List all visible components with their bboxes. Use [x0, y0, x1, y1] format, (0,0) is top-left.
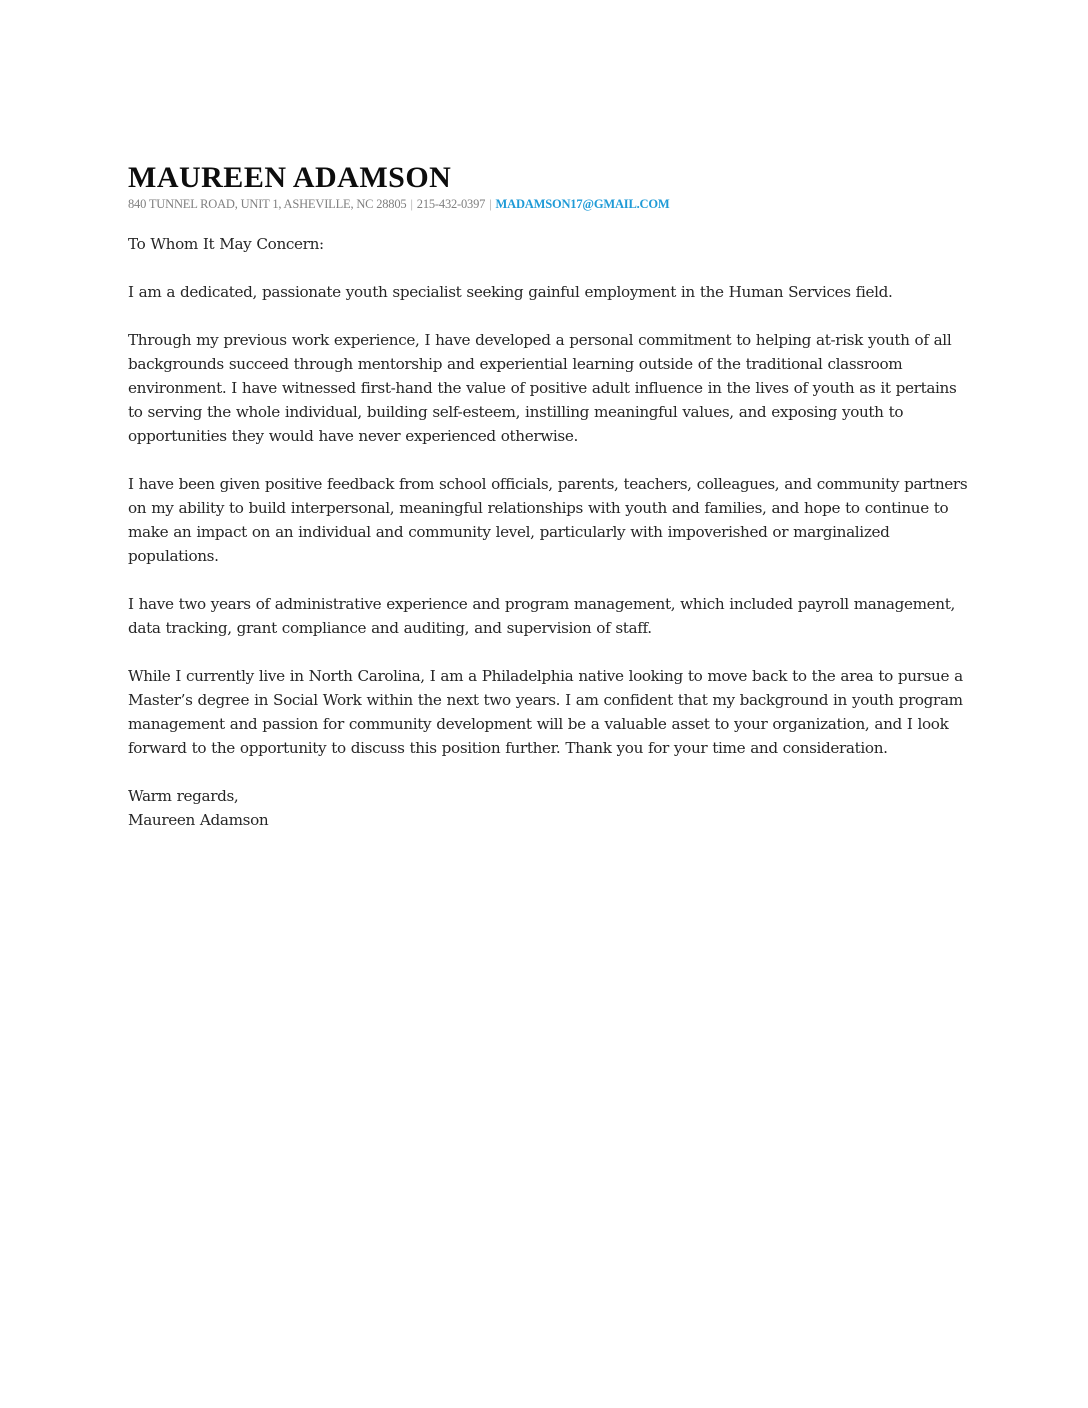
paragraph-administrative: I have two years of administrative experience and program management, which included payroll management, data tracking, grant compliance and auditing, and supervision of staff.	[128, 595, 955, 637]
applicant-name: MAUREEN ADAMSON	[128, 161, 452, 194]
separator: |	[410, 197, 413, 211]
contact-line	[128, 196, 968, 212]
paragraph-intro: I am a dedicated, passionate youth specialist seeking gainful employment in the Human Services field.	[128, 283, 893, 301]
separator: |	[489, 197, 492, 211]
phone-number: 215-432-0397	[416, 197, 486, 211]
email-link[interactable]: MADAMSON17@GMAIL.COM	[495, 197, 670, 211]
signature: Maureen Adamson	[128, 811, 269, 829]
paragraph-feedback: I have been given positive feedback from school officials, parents, teachers, colleagues, and community partners on my ability to build interpersonal, meaningful relationships with youth and families, and hope to continue to make an impact on an individual and community level, particularly with impoverished or marginalized populations.	[128, 475, 968, 565]
salutation: To Whom It May Concern:	[128, 235, 324, 253]
signoff	[128, 784, 968, 832]
paragraph-relocation: While I currently live in North Carolina, I am a Philadelphia native looking to move back to the area to pursue a Master’s degree in Social Work within the next two years. I am confident that my background in youth program management and passion for community development will be a valuable asset to your organization, and I look forward to the opportunity to discuss this position further. Thank you for your time and consideration.	[128, 667, 963, 757]
letter-body	[128, 232, 968, 832]
address: 840 TUNNEL ROAD, UNIT 1, ASHEVILLE, NC 28805	[128, 197, 407, 211]
cover-letter-page	[128, 160, 968, 832]
closing: Warm regards,	[128, 787, 239, 805]
paragraph-experience: Through my previous work experience, I have developed a personal commitment to helping at-risk youth of all backgrounds succeed through mentorship and experiential learning outside of the traditional classroom environment. I have witnessed first-hand the value of positive adult influence in the lives of youth as it pertains to serving the whole individual, building self-esteem, instilling meaningful values, and exposing youth to opportunities they would have never experienced otherwise.	[128, 331, 957, 445]
